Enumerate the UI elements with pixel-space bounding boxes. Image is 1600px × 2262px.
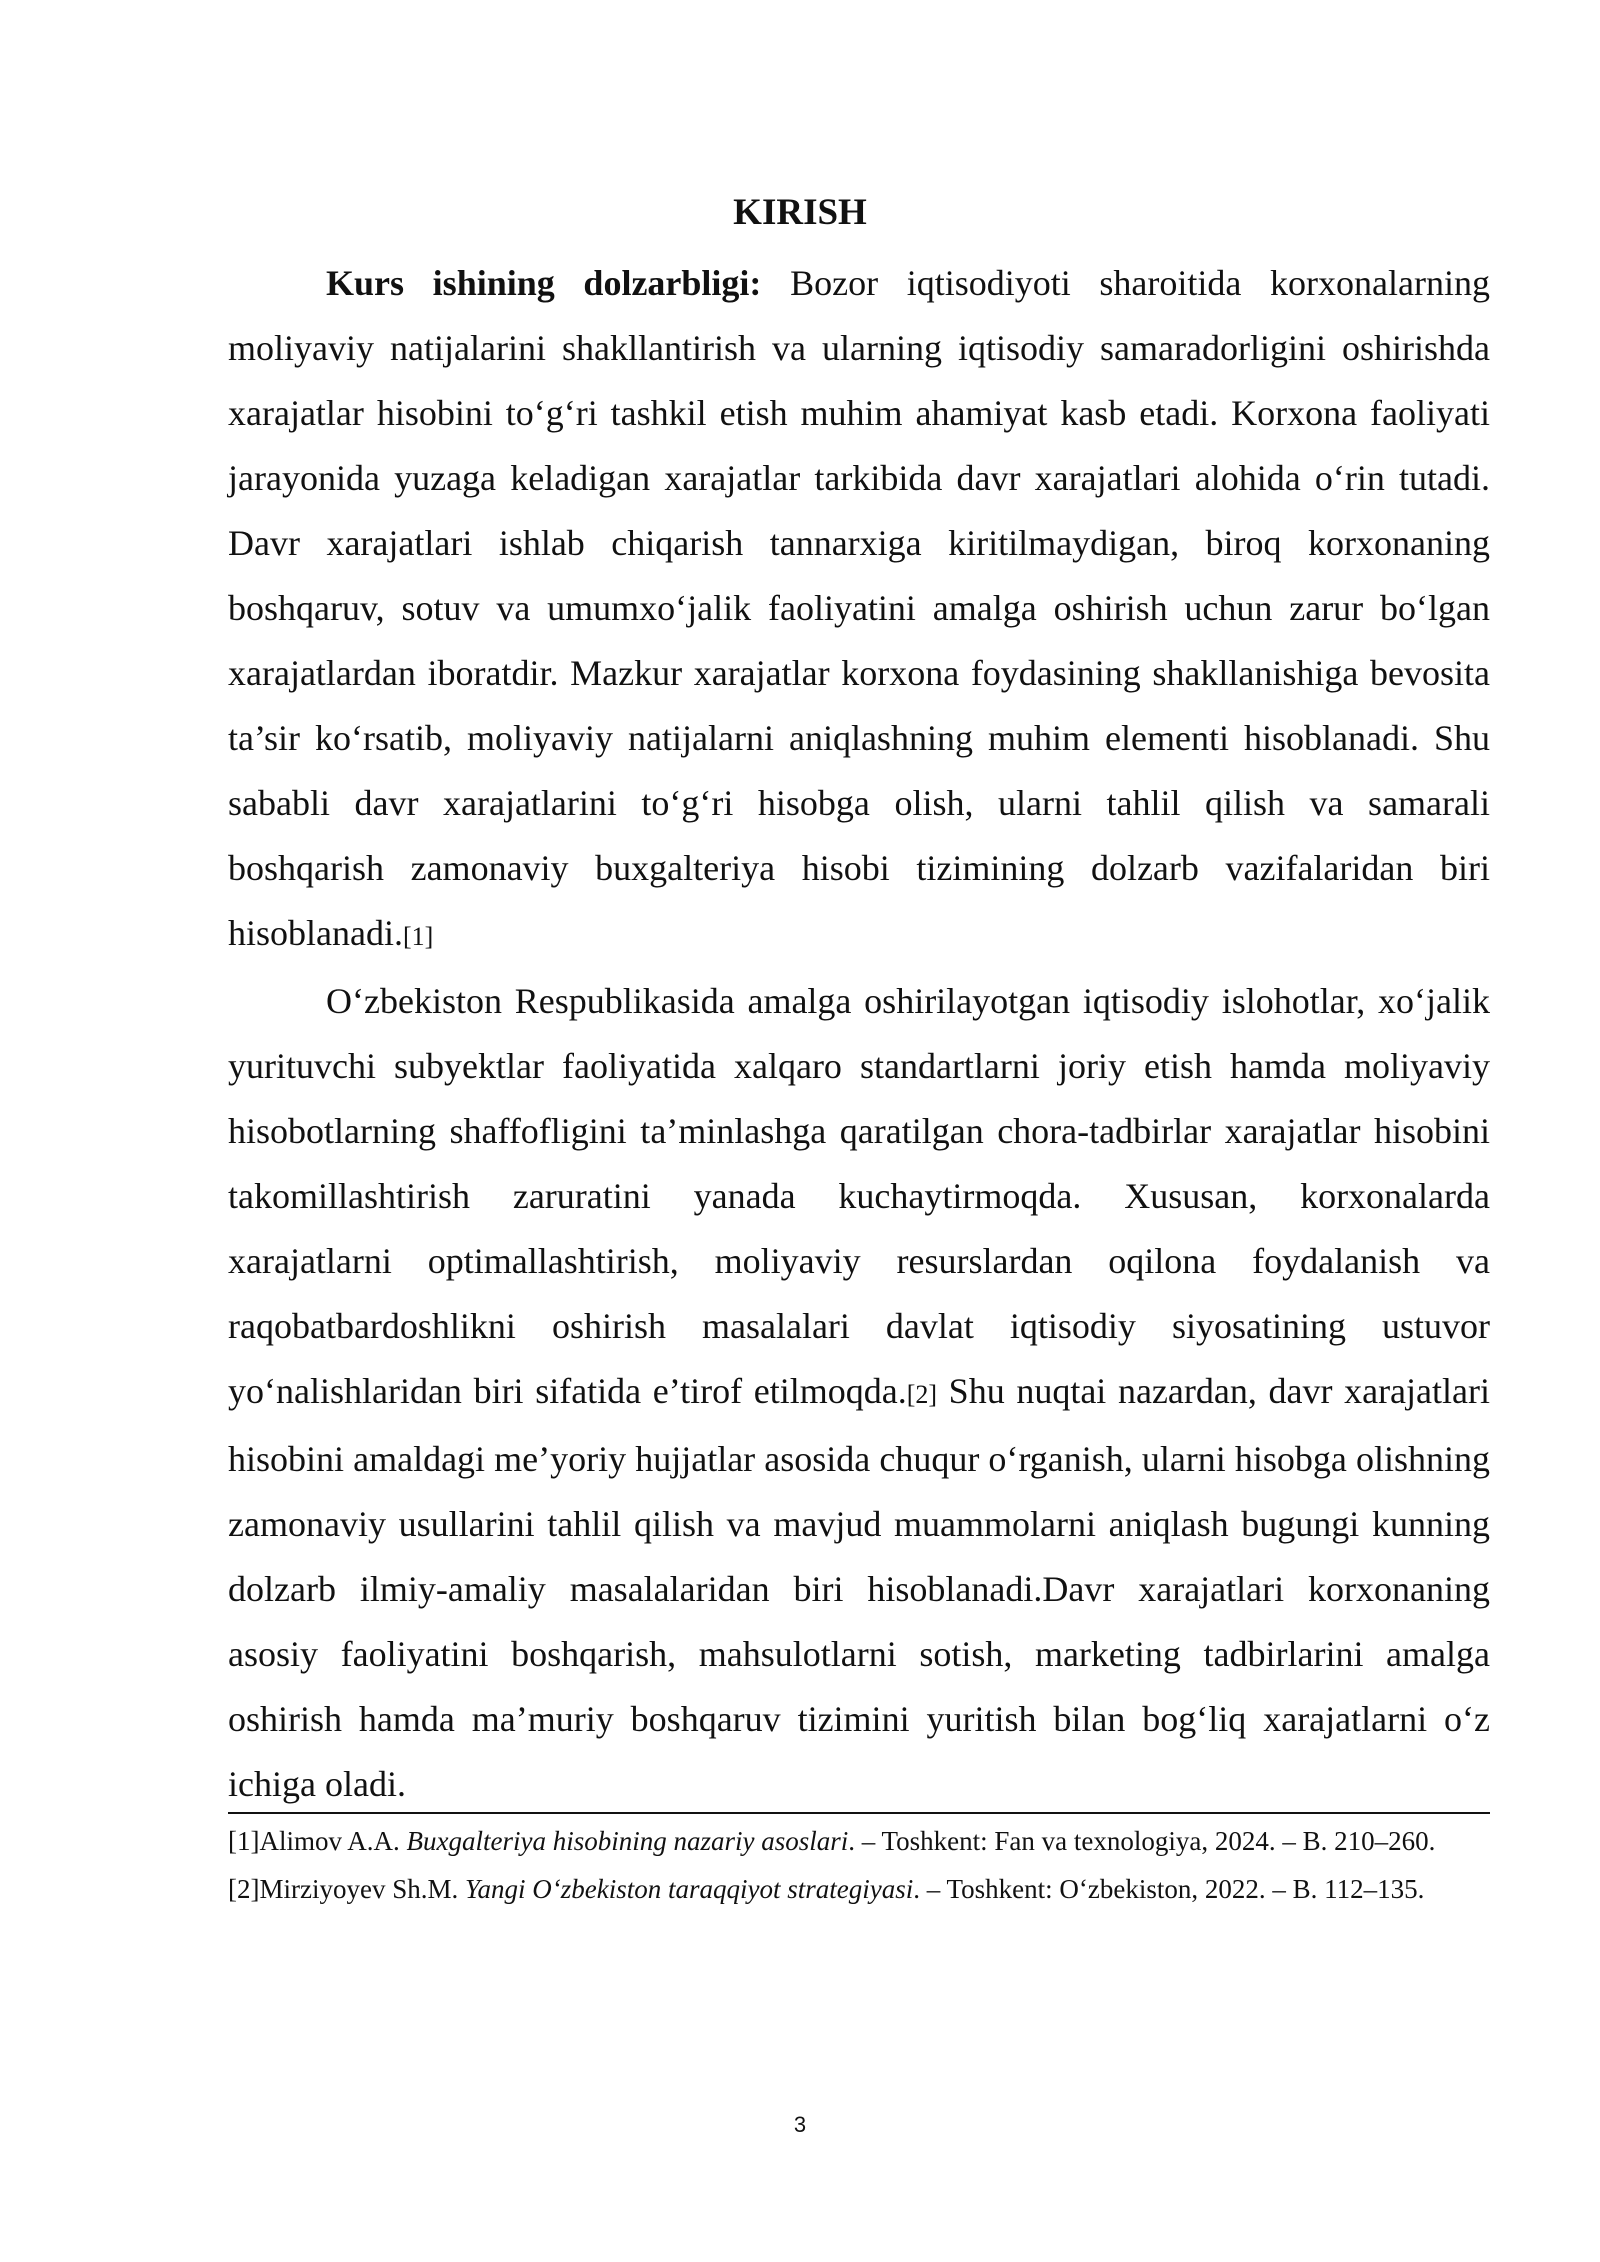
paragraph-lead: Kurs ishining dolzarbligi:	[326, 263, 762, 303]
footnote-mark: [2]	[228, 1874, 260, 1904]
footnote-item	[228, 1817, 1490, 1865]
footnote-reference[interactable]: [2]	[906, 1380, 938, 1409]
footnotes	[228, 1817, 1490, 1913]
paragraph-text: Bozor iqtisodiyoti sharoitida korxonalarning moliyaviy natijalarini shakllantirish va ularning iqtisodiy samaradorligini oshirishda xarajatlar hisobini to‘g‘ri tashkil etish muhim ahamiyat kasb etadi. Korxona faoliyati jarayonida yuzaga keladigan xarajatlar tarkibida davr xarajatlari alohida o‘rin tutadi. Davr xarajatlari ishlab chiqarish tannarxiga kiritilmaydigan, biroq korxonaning boshqaruv, sotuv va umumxo‘jalik faoliyatini amalga oshirish uchun zarur bo‘lgan xarajatlardan iboratdir. Mazkur xarajatlar korxona foydasining shakllanishiga bevosita ta’sir ko‘rsatib, moliyaviy natijalarni aniqlashning muhim elementi hisoblanadi. Shu sababli davr xarajatlarini to‘g‘ri hisobga olish, ularni tahlil qilish va samarali boshqarish zamonaviy buxgalteriya hisobi tizimining dolzarb vazifalaridan biri hisoblanadi.	[228, 263, 1490, 953]
paragraph-relevance	[228, 251, 1490, 969]
paragraph-text: O‘zbekiston Respublikasida amalga oshirilayotgan iqtisodiy islohotlar, xo‘jalik yurituvchi subyektlar faoliyatida xalqaro standartlarni joriy etish hamda moliyaviy hisobotlarning shaffofligini ta’minlashga qaratilgan chora-tadbirlar xarajatlar hisobini takomillashtirish zaruratini yanada kuchaytirmoqda. Xususan, korxonalarda xarajatlarni optimallashtirish, moliyaviy resurslardan oqilona foydalanish va raqobatbardoshlikni oshirish masalalari davlat iqtisodiy siyosatining ustuvor yo‘nalishlaridan biri sifatida e’tirof etilmoqda.	[228, 981, 1490, 1411]
footnote-item	[228, 1865, 1490, 1913]
footnote-title: Yangi O‘zbekiston taraqqiyot strategiyasi	[464, 1874, 914, 1904]
page-title: KIRISH	[733, 192, 867, 233]
footnote-details: . – Toshkent: Fan va texnologiya, 2024. – B. 210–260.	[848, 1826, 1436, 1856]
paragraph-reforms	[228, 969, 1490, 1817]
body-text	[228, 251, 1490, 1817]
page-number: 3	[793, 2112, 807, 2137]
footnote-separator	[228, 1812, 1490, 1814]
footnote-reference[interactable]: [1]	[402, 922, 434, 951]
paragraph-text-continued: Shu nuqtai nazardan, davr xarajatlari hisobini amaldagi me’yoriy hujjatlar asosida chuqur o‘rganish, ularni hisobga olishning zamonaviy usullarini tahlil qilish va mavjud muammolarni aniqlash bugungi kunning dolzarb ilmiy-amaliy masalalaridan biri hisoblanadi.Davr xarajatlari korxonaning asosiy faoliyatini boshqarish, mahsulotlarni sotish, marketing tadbirlarini amalga oshirish hamda ma’muriy boshqaruv tizimini yuritish bilan bog‘liq xarajatlarni o‘z ichiga oladi.	[228, 1371, 1490, 1804]
footnote-details: . – Toshkent: O‘zbekiston, 2022. – B. 112–135.	[913, 1874, 1425, 1904]
footnote-author: Alimov A.A.	[259, 1826, 400, 1856]
footnote-title: Buxgalteriya hisobining nazariy asoslari	[406, 1826, 849, 1856]
footnote-mark: [1]	[228, 1826, 260, 1856]
footnote-author: Mirziyoyev Sh.M.	[259, 1874, 459, 1904]
